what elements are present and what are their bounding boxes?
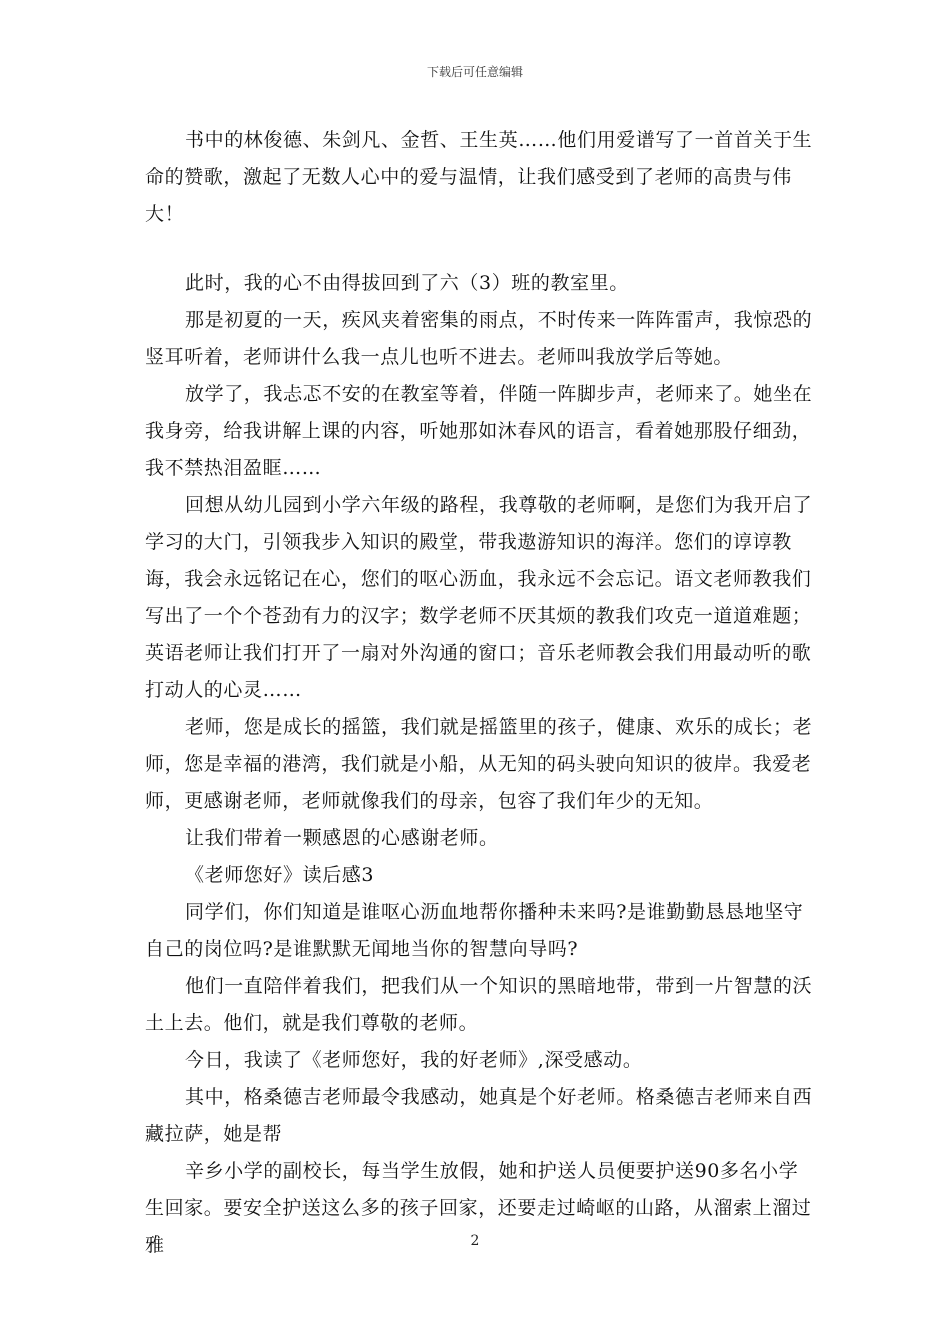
paragraph-10: 今日，我读了《老师您好，我的好老师》,深受感动。 <box>185 1049 643 1071</box>
section-heading: 《老师您好》读后感3 <box>185 864 375 886</box>
paragraph-5: 回想从幼儿园到小学六年级的路程，我尊敬的老师啊，是您们为我开启了学习的大门，引领我步入知识的殿堂，带我遨游知识的海洋。您们的谆谆教诲，我会永远铭记在心，您们的呕心沥血，我永远不会忘记。语文老师教我们写出了一个个苍劲有力的汉字；数学老师不厌其烦的教我们攻克一道道难题；英语老师让我们打开了一扇对外沟通的窗口；音乐老师教会我们用最动听的歌打动人的心灵…… <box>145 494 813 701</box>
paragraph-9: 他们一直陪伴着我们，把我们从一个知识的黑暗地带，带到一片智慧的沃土上去。他们，就是我们尊敬的老师。 <box>145 975 813 1034</box>
paragraph-8: 同学们，你们知道是谁呕心沥血地帮你播种未来吗?是谁勤勤恳恳地坚守自己的岗位吗?是谁默默无闻地当你的智慧向导吗? <box>145 901 804 960</box>
page-number: 2 <box>470 1233 480 1249</box>
paragraph-12: 辛乡小学的副校长，每当学生放假，她和护送人员便要护送90多名小学生回家。要安全护送这么多的孩子回家，还要走过崎岖的山路，从溜索上溜过雅 <box>145 1160 812 1256</box>
page-header: 下载后可任意编辑 <box>426 65 523 79</box>
paragraph-6: 老师，您是成长的摇篮，我们就是摇篮里的孩子，健康、欢乐的成长；老师，您是幸福的港湾，我们就是小船，从无知的码头驶向知识的彼岸。我爱老师，更感谢老师，老师就像我们的母亲，包容了我们年少的无知。 <box>145 716 813 812</box>
document-body <box>145 122 815 1264</box>
paragraph-11: 其中，格桑德吉老师最令我感动，她真是个好老师。格桑德吉老师来自西藏拉萨，她是帮 <box>145 1086 813 1145</box>
paragraph-1: 书中的林俊德、朱剑凡、金哲、王生英……他们用爱谱写了一首首关于生命的赞歌，激起了无数人心中的爱与温情，让我们感受到了老师的高贵与伟大！ <box>145 129 813 225</box>
paragraph-2: 此时，我的心不由得拔回到了六（3）班的教室里。 <box>185 272 629 294</box>
paragraph-7: 让我们带着一颗感恩的心感谢老师。 <box>185 827 499 849</box>
paragraph-4: 放学了，我忐忑不安的在教室等着，伴随一阵脚步声，老师来了。她坐在我身旁，给我讲解上课的内容，听她那如沐春风的语言，看着她那股仔细劲，我不禁热泪盈眶…… <box>145 383 813 479</box>
paragraph-3: 那是初夏的一天，疾风夹着密集的雨点，不时传来一阵阵雷声，我惊恐的竖耳听着，老师讲什么我一点儿也听不进去。老师叫我放学后等她。 <box>145 309 813 368</box>
